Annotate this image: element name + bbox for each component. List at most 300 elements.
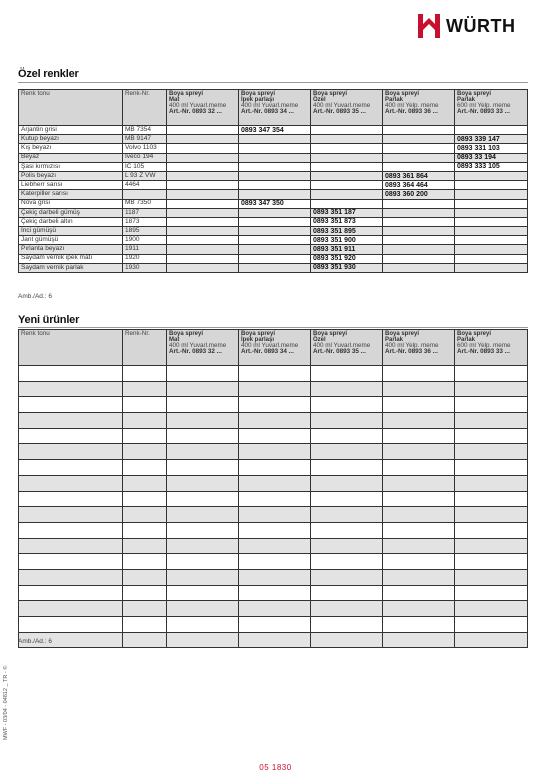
column-header-line: Art.-Nr. 0893 32 ... bbox=[169, 108, 222, 116]
color-number-cell: MB 7354 bbox=[123, 126, 167, 135]
empty-cell bbox=[383, 585, 455, 601]
packaging-unit-note: Amb./Ad.: 6 bbox=[18, 293, 52, 300]
empty-cell bbox=[167, 460, 239, 476]
color-number-cell: 1900 bbox=[123, 236, 167, 245]
article-number-cell bbox=[383, 144, 455, 153]
article-number-cell bbox=[455, 190, 528, 199]
article-number-cell bbox=[383, 263, 455, 272]
column-header-line: Parlak bbox=[385, 97, 404, 103]
brand-name: WÜRTH bbox=[446, 15, 516, 36]
column-header-line: 400 ml Yuvarl.meme bbox=[169, 102, 227, 109]
table-row bbox=[19, 569, 528, 585]
article-number-cell: 0893 351 187 bbox=[311, 208, 383, 217]
empty-cell bbox=[123, 569, 167, 585]
article-number-cell bbox=[311, 135, 383, 144]
article-number-cell bbox=[239, 162, 311, 171]
empty-cell bbox=[167, 632, 239, 648]
empty-cell bbox=[123, 617, 167, 633]
column-header-line: Art.-Nr. 0893 36 ... bbox=[385, 348, 438, 356]
empty-cell bbox=[19, 475, 123, 491]
empty-cell bbox=[19, 601, 123, 617]
article-number-cell bbox=[239, 135, 311, 144]
column-header-line: Boya spreyi bbox=[457, 91, 492, 97]
color-name-cell: Nova grisi bbox=[19, 199, 123, 208]
empty-cell bbox=[455, 554, 528, 570]
empty-cell bbox=[239, 569, 311, 585]
column-header bbox=[123, 90, 167, 126]
color-number-cell: MB 7350 bbox=[123, 199, 167, 208]
empty-cell bbox=[455, 507, 528, 523]
color-number-cell: 4464 bbox=[123, 181, 167, 190]
color-number-cell: 1920 bbox=[123, 254, 167, 263]
article-number-cell bbox=[455, 208, 528, 217]
empty-cell bbox=[383, 381, 455, 397]
empty-cell bbox=[383, 413, 455, 429]
empty-cell bbox=[383, 522, 455, 538]
column-header-line: Renk-Nr. bbox=[125, 90, 150, 97]
column-header-line: 400 ml Yuvarl.meme bbox=[313, 342, 371, 349]
empty-cell bbox=[123, 507, 167, 523]
color-number-cell bbox=[123, 190, 167, 199]
column-header bbox=[311, 90, 383, 126]
empty-cell bbox=[311, 444, 383, 460]
table-row bbox=[19, 199, 528, 208]
new-products-table bbox=[18, 329, 528, 648]
color-name-cell: Beyaz bbox=[19, 153, 123, 162]
color-number-cell: 1930 bbox=[123, 263, 167, 272]
article-number-cell: 0893 361 864 bbox=[383, 171, 455, 180]
empty-cell bbox=[167, 428, 239, 444]
article-number-cell: 0893 347 354 bbox=[239, 126, 311, 135]
empty-cell bbox=[383, 507, 455, 523]
table-row bbox=[19, 413, 528, 429]
article-number-cell: 0893 351 920 bbox=[311, 254, 383, 263]
empty-cell bbox=[383, 601, 455, 617]
article-number-cell: 0893 351 873 bbox=[311, 217, 383, 226]
empty-cell bbox=[239, 444, 311, 460]
empty-cell bbox=[167, 366, 239, 382]
empty-cell bbox=[311, 585, 383, 601]
color-number-cell: Iveco 194 bbox=[123, 153, 167, 162]
empty-cell bbox=[19, 413, 123, 429]
empty-cell bbox=[311, 428, 383, 444]
empty-cell bbox=[167, 444, 239, 460]
article-number-cell bbox=[383, 162, 455, 171]
article-number-cell bbox=[239, 254, 311, 263]
color-number-cell: MB 9147 bbox=[123, 135, 167, 144]
article-number-cell bbox=[239, 190, 311, 199]
article-number-cell: 0893 364 464 bbox=[383, 181, 455, 190]
empty-cell bbox=[311, 632, 383, 648]
article-number-cell: 0893 360 200 bbox=[383, 190, 455, 199]
empty-cell bbox=[123, 381, 167, 397]
color-name-cell: Liebherr sarısı bbox=[19, 181, 123, 190]
table-row bbox=[19, 171, 528, 180]
column-header-line: Renk-Nr. bbox=[125, 330, 150, 337]
column-header-line: Art.-Nr. 0893 36 ... bbox=[385, 108, 438, 116]
article-number-cell: 0893 351 911 bbox=[311, 245, 383, 254]
empty-cell bbox=[167, 413, 239, 429]
column-header-line: İpek parlaşı bbox=[241, 337, 275, 343]
empty-cell bbox=[383, 554, 455, 570]
article-number-cell bbox=[167, 126, 239, 135]
article-number-cell bbox=[239, 236, 311, 245]
empty-cell bbox=[311, 601, 383, 617]
empty-cell bbox=[19, 428, 123, 444]
empty-cell bbox=[239, 381, 311, 397]
article-number-cell bbox=[239, 181, 311, 190]
table-row bbox=[19, 144, 528, 153]
empty-cell bbox=[455, 632, 528, 648]
article-number-cell bbox=[239, 153, 311, 162]
article-number-cell bbox=[311, 199, 383, 208]
empty-cell bbox=[123, 601, 167, 617]
empty-cell bbox=[239, 617, 311, 633]
empty-cell bbox=[311, 460, 383, 476]
page-number: 05 1830 bbox=[259, 763, 292, 772]
empty-cell bbox=[167, 522, 239, 538]
empty-cell bbox=[383, 366, 455, 382]
column-header-line: Boya spreyi bbox=[241, 331, 276, 337]
empty-cell bbox=[239, 601, 311, 617]
empty-cell bbox=[455, 381, 528, 397]
empty-cell bbox=[167, 585, 239, 601]
empty-cell bbox=[19, 381, 123, 397]
empty-cell bbox=[19, 444, 123, 460]
column-header-line: Boya spreyi bbox=[169, 91, 204, 97]
article-number-cell: 0893 331 103 bbox=[455, 144, 528, 153]
empty-cell bbox=[239, 507, 311, 523]
empty-cell bbox=[19, 569, 123, 585]
table-row bbox=[19, 617, 528, 633]
empty-cell bbox=[123, 475, 167, 491]
table-row bbox=[19, 632, 528, 648]
empty-cell bbox=[311, 381, 383, 397]
column-header bbox=[383, 330, 455, 366]
empty-cell bbox=[123, 428, 167, 444]
color-name-cell: Saydam vernik ipek matı bbox=[19, 254, 123, 263]
empty-cell bbox=[455, 413, 528, 429]
empty-cell bbox=[123, 366, 167, 382]
empty-cell bbox=[239, 475, 311, 491]
article-number-cell bbox=[311, 153, 383, 162]
empty-cell bbox=[311, 397, 383, 413]
column-header-line: Boya spreyi bbox=[457, 331, 492, 337]
wurth-logo-icon bbox=[418, 14, 440, 38]
article-number-cell bbox=[383, 254, 455, 263]
article-number-cell bbox=[383, 153, 455, 162]
column-header bbox=[239, 90, 311, 126]
table-row bbox=[19, 397, 528, 413]
empty-cell bbox=[19, 491, 123, 507]
article-number-cell bbox=[383, 126, 455, 135]
article-number-cell bbox=[383, 236, 455, 245]
article-number-cell bbox=[167, 190, 239, 199]
special-colors-table bbox=[18, 89, 528, 273]
column-header-line: Art.-Nr. 0893 33 ... bbox=[457, 108, 510, 116]
table-row bbox=[19, 554, 528, 570]
section-divider bbox=[18, 82, 528, 83]
column-header bbox=[239, 330, 311, 366]
empty-cell bbox=[455, 444, 528, 460]
color-name-cell: Kış beyazı bbox=[19, 144, 123, 153]
color-number-cell: 1873 bbox=[123, 217, 167, 226]
empty-cell bbox=[455, 538, 528, 554]
color-name-cell: Katerpiller sarısı bbox=[19, 190, 123, 199]
article-number-cell bbox=[167, 171, 239, 180]
column-header-line: 400 ml Yuvarl.meme bbox=[169, 342, 227, 349]
column-header bbox=[455, 90, 528, 126]
column-header-line: Art.-Nr. 0893 35 ... bbox=[313, 348, 366, 356]
color-number-cell: Volvo 1103 bbox=[123, 144, 167, 153]
column-header-line: Boya spreyi bbox=[169, 331, 204, 337]
column-header-line: Boya spreyi bbox=[313, 91, 348, 97]
empty-cell bbox=[167, 601, 239, 617]
table-row bbox=[19, 126, 528, 135]
empty-cell bbox=[123, 538, 167, 554]
packaging-unit-note: Amb./Ad.: 6 bbox=[18, 638, 52, 645]
empty-cell bbox=[19, 617, 123, 633]
empty-cell bbox=[239, 491, 311, 507]
column-header-line: Parlak bbox=[457, 337, 476, 343]
empty-cell bbox=[123, 413, 167, 429]
article-number-cell bbox=[311, 190, 383, 199]
table-row bbox=[19, 444, 528, 460]
empty-cell bbox=[311, 569, 383, 585]
empty-cell bbox=[167, 507, 239, 523]
article-number-cell bbox=[311, 171, 383, 180]
article-number-cell bbox=[167, 245, 239, 254]
empty-cell bbox=[455, 397, 528, 413]
article-number-cell bbox=[311, 181, 383, 190]
article-number-cell bbox=[311, 126, 383, 135]
article-number-cell bbox=[311, 144, 383, 153]
table-row bbox=[19, 227, 528, 236]
empty-cell bbox=[455, 585, 528, 601]
article-number-cell bbox=[455, 217, 528, 226]
empty-cell bbox=[19, 554, 123, 570]
empty-cell bbox=[455, 366, 528, 382]
article-number-cell bbox=[239, 217, 311, 226]
column-header bbox=[167, 330, 239, 366]
column-header-line: Renk tonu bbox=[21, 90, 50, 97]
empty-cell bbox=[383, 444, 455, 460]
article-number-cell bbox=[167, 162, 239, 171]
article-number-cell bbox=[239, 208, 311, 217]
empty-cell bbox=[455, 522, 528, 538]
empty-cell bbox=[19, 507, 123, 523]
color-number-cell: 1895 bbox=[123, 227, 167, 236]
article-number-cell bbox=[167, 199, 239, 208]
column-header bbox=[383, 90, 455, 126]
empty-cell bbox=[383, 475, 455, 491]
table-row bbox=[19, 538, 528, 554]
empty-cell bbox=[455, 428, 528, 444]
article-number-cell: 0893 351 895 bbox=[311, 227, 383, 236]
column-header-line: Özel bbox=[313, 97, 326, 103]
color-name-cell: Arjantin grisi bbox=[19, 126, 123, 135]
table-row bbox=[19, 162, 528, 171]
empty-cell bbox=[123, 554, 167, 570]
empty-cell bbox=[19, 460, 123, 476]
color-number-cell: 1187 bbox=[123, 208, 167, 217]
empty-cell bbox=[167, 569, 239, 585]
column-header-line: Boya spreyi bbox=[385, 331, 420, 337]
empty-cell bbox=[239, 460, 311, 476]
empty-cell bbox=[383, 428, 455, 444]
empty-cell bbox=[383, 460, 455, 476]
empty-cell bbox=[455, 475, 528, 491]
empty-cell bbox=[383, 569, 455, 585]
table-row bbox=[19, 236, 528, 245]
empty-cell bbox=[19, 366, 123, 382]
article-number-cell bbox=[239, 263, 311, 272]
column-header-line: 400 ml Yuvarl.meme bbox=[241, 102, 299, 109]
article-number-cell bbox=[383, 208, 455, 217]
column-header bbox=[167, 90, 239, 126]
empty-cell bbox=[239, 585, 311, 601]
article-number-cell bbox=[383, 245, 455, 254]
table-row bbox=[19, 601, 528, 617]
article-number-cell bbox=[167, 144, 239, 153]
column-header-line: İpek parlaşı bbox=[241, 97, 275, 103]
empty-cell bbox=[383, 491, 455, 507]
color-name-cell: Çekiç darbeli gümüş bbox=[19, 208, 123, 217]
column-header-line: 600 ml Yelp. meme bbox=[457, 342, 511, 349]
article-number-cell bbox=[167, 153, 239, 162]
section-divider bbox=[18, 327, 528, 328]
column-header-line: 400 ml Yelp. meme bbox=[385, 342, 439, 349]
column-header-line: Boya spreyi bbox=[385, 91, 420, 97]
empty-cell bbox=[167, 554, 239, 570]
column-header-line: Renk tonu bbox=[21, 330, 50, 337]
section-title-special-colors: Özel renkler bbox=[18, 68, 79, 80]
column-header-line: Parlak bbox=[385, 337, 404, 343]
article-number-cell bbox=[383, 227, 455, 236]
empty-cell bbox=[19, 585, 123, 601]
color-name-cell: Çekiç darbeli altın bbox=[19, 217, 123, 226]
empty-cell bbox=[239, 413, 311, 429]
article-number-cell bbox=[239, 245, 311, 254]
empty-cell bbox=[123, 397, 167, 413]
article-number-cell bbox=[167, 208, 239, 217]
column-header bbox=[19, 330, 123, 366]
column-header-line: Boya spreyi bbox=[313, 331, 348, 337]
empty-cell bbox=[383, 632, 455, 648]
empty-cell bbox=[311, 413, 383, 429]
column-header-line: Art.-Nr. 0893 34 ... bbox=[241, 108, 294, 116]
column-header-line: Mat bbox=[169, 337, 180, 343]
empty-cell bbox=[167, 538, 239, 554]
column-header bbox=[123, 330, 167, 366]
article-number-cell: 0893 339 147 bbox=[455, 135, 528, 144]
article-number-cell bbox=[455, 236, 528, 245]
column-header-line: Mat bbox=[169, 97, 180, 103]
column-header-line: 400 ml Yelp. meme bbox=[385, 102, 439, 109]
empty-cell bbox=[383, 538, 455, 554]
article-number-cell bbox=[239, 171, 311, 180]
article-number-cell: 0893 333 105 bbox=[455, 162, 528, 171]
table-row bbox=[19, 491, 528, 507]
table-header-row bbox=[19, 90, 528, 126]
color-name-cell: Saydam vernik parlak bbox=[19, 263, 123, 272]
empty-cell bbox=[239, 554, 311, 570]
article-number-cell bbox=[455, 199, 528, 208]
table-row bbox=[19, 460, 528, 476]
empty-cell bbox=[311, 491, 383, 507]
empty-cell bbox=[19, 397, 123, 413]
empty-cell bbox=[311, 617, 383, 633]
table-row bbox=[19, 585, 528, 601]
empty-cell bbox=[167, 491, 239, 507]
empty-cell bbox=[311, 554, 383, 570]
empty-cell bbox=[123, 444, 167, 460]
article-number-cell bbox=[311, 162, 383, 171]
table-row bbox=[19, 507, 528, 523]
empty-cell bbox=[239, 428, 311, 444]
article-number-cell bbox=[455, 171, 528, 180]
empty-cell bbox=[239, 366, 311, 382]
empty-cell bbox=[19, 522, 123, 538]
article-number-cell bbox=[455, 181, 528, 190]
empty-cell bbox=[123, 632, 167, 648]
article-number-cell bbox=[239, 227, 311, 236]
table-row bbox=[19, 522, 528, 538]
column-header bbox=[19, 90, 123, 126]
column-header-line: Parlak bbox=[457, 97, 476, 103]
article-number-cell bbox=[455, 126, 528, 135]
table-row bbox=[19, 263, 528, 272]
table-row bbox=[19, 190, 528, 199]
empty-cell bbox=[123, 522, 167, 538]
table-row bbox=[19, 217, 528, 226]
empty-cell bbox=[455, 491, 528, 507]
empty-cell bbox=[123, 585, 167, 601]
article-number-cell: 0893 351 930 bbox=[311, 263, 383, 272]
article-number-cell bbox=[455, 227, 528, 236]
empty-cell bbox=[455, 460, 528, 476]
empty-cell bbox=[167, 381, 239, 397]
empty-cell bbox=[311, 366, 383, 382]
article-number-cell bbox=[167, 263, 239, 272]
color-name-cell: Jant gümüşü bbox=[19, 236, 123, 245]
article-number-cell bbox=[167, 181, 239, 190]
article-number-cell bbox=[383, 217, 455, 226]
color-number-cell: 1911 bbox=[123, 245, 167, 254]
article-number-cell: 0893 347 350 bbox=[239, 199, 311, 208]
column-header-line: Art.-Nr. 0893 32 ... bbox=[169, 348, 222, 356]
color-number-cell: L 93 Z VW bbox=[123, 171, 167, 180]
empty-cell bbox=[455, 617, 528, 633]
empty-cell bbox=[383, 617, 455, 633]
column-header-line: Özel bbox=[313, 337, 326, 343]
color-name-cell: Kutup beyazı bbox=[19, 135, 123, 144]
column-header-line: Boya spreyi bbox=[241, 91, 276, 97]
empty-cell bbox=[239, 397, 311, 413]
table-header-row bbox=[19, 330, 528, 366]
empty-cell bbox=[311, 522, 383, 538]
column-header-line: 400 ml Yuvarl.meme bbox=[241, 342, 299, 349]
empty-cell bbox=[455, 569, 528, 585]
empty-cell bbox=[239, 538, 311, 554]
table-row bbox=[19, 245, 528, 254]
color-name-cell: İnci gümüşü bbox=[19, 227, 123, 236]
empty-cell bbox=[167, 397, 239, 413]
article-number-cell bbox=[455, 263, 528, 272]
article-number-cell: 0893 33 194 bbox=[455, 153, 528, 162]
table-row bbox=[19, 181, 528, 190]
color-name-cell: Pırlanta beyazı bbox=[19, 245, 123, 254]
